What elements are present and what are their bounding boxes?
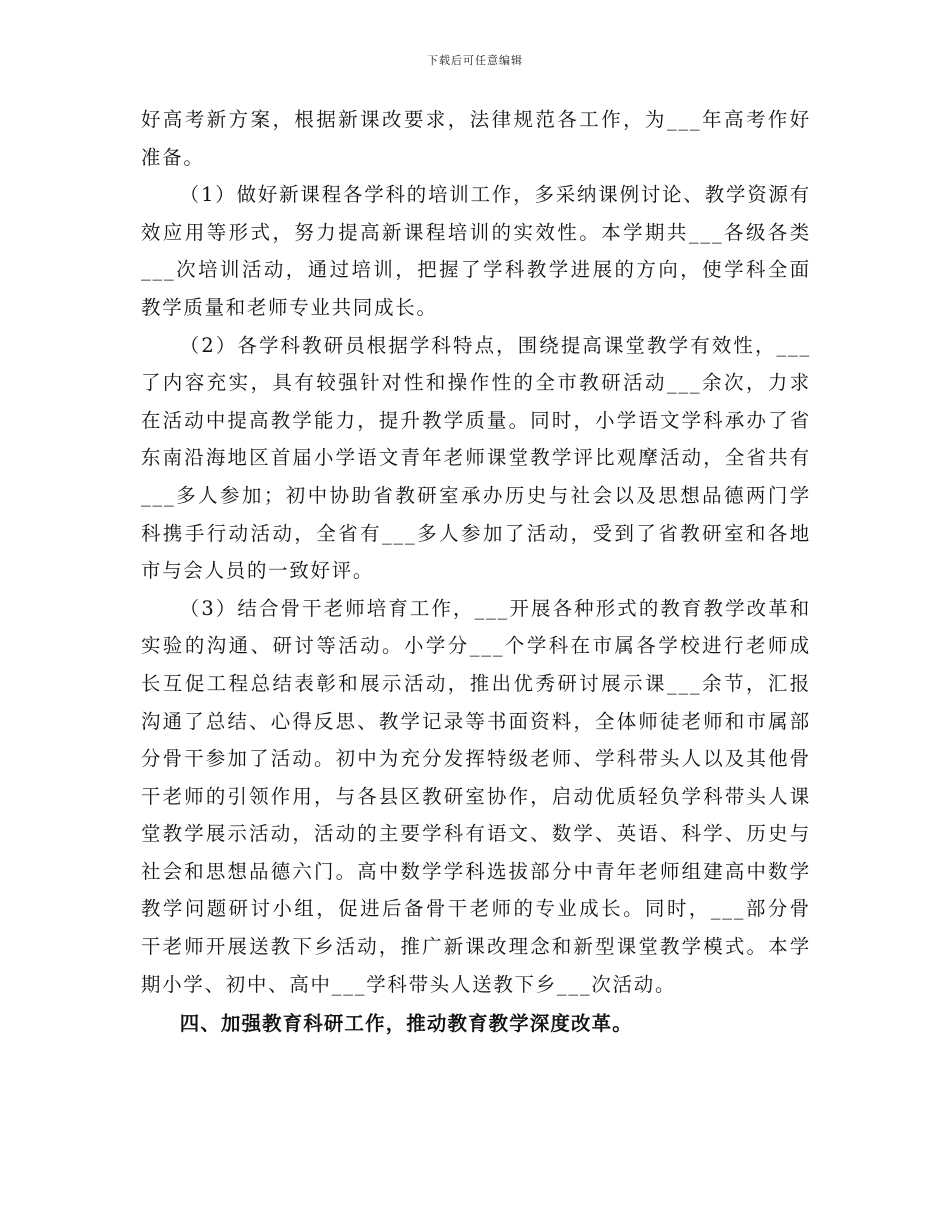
document-body <box>141 101 811 1043</box>
paragraph-item-1: （1）做好新课程各学科的培训工作，多采纳课例讨论、教学资源有效应用等形式，努力提高新课程培训的实效性。本学期共___各级各类___次培训活动，通过培训，把握了学科教学进展的方向，使学科全面教学质量和老师专业共同成长。 <box>141 183 811 319</box>
paragraph-continuation: 好高考新方案，根据新课改要求，法律规范各工作，为___年高考作好准备。 <box>141 108 811 169</box>
paragraph-item-2: （2）各学科教研员根据学科特点，围绕提高课堂教学有效性，___了内容充实，具有较强针对性和操作性的全市教研活动___余次，力求在活动中提高教学能力，提升教学质量。同时，小学语文学科承办了省东南沿海地区首届小学语文青年老师课堂教学评比观摩活动，全省共有___多人参加；初中协助省教研室承办历史与社会以及思想品德两门学科携手行动活动，全省有___多人参加了活动，受到了省教研室和各地市与会人员的一致好评。 <box>141 333 811 583</box>
section-heading: 四、加强教育科研工作，推动教育教学深度改革。 <box>179 1012 633 1036</box>
paragraph-item-3: （3）结合骨干老师培育工作，___开展各种形式的教育教学改革和实验的沟通、研讨等活动。小学分___个学科在市属各学校进行老师成长互促工程总结表彰和展示活动，推出优秀研讨展示课___余节，汇报沟通了总结、心得反思、教学记录等书面资料，全体师徒老师和市属部分骨干参加了活动。初中为充分发挥特级老师、学科带头人以及其他骨干老师的引领作用，与各县区教研室协作，启动优质轻负学科带头人课堂教学展示活动，活动的主要学科有语文、数学、英语、科学、历史与社会和思想品德六门。高中数学学科选拔部分中青年老师组建高中数学教学问题研讨小组，促进后备骨干老师的专业成长。同时，___部分骨干老师开展送教下乡活动，推广新课改理念和新型课堂教学模式。本学期小学、初中、高中___学科带头人送教下乡___次活动。 <box>141 596 811 996</box>
page-header: 下载后可任意编辑 <box>427 54 523 67</box>
